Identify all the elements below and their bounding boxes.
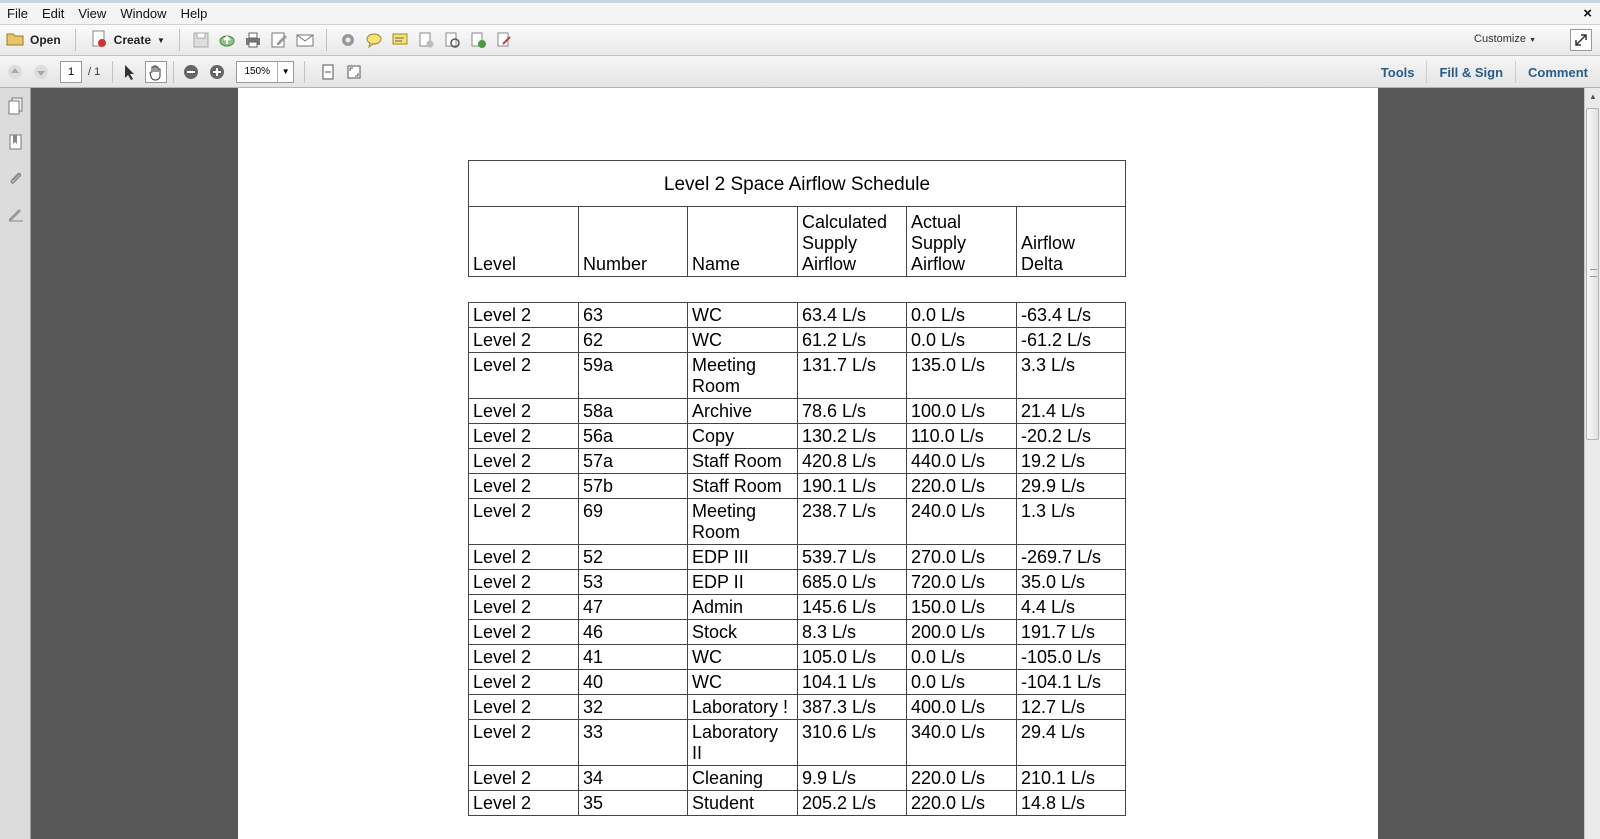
table-cell: Level 2: [469, 595, 579, 620]
table-cell: Admin: [688, 595, 798, 620]
next-page-icon[interactable]: [30, 61, 52, 83]
table-cell: 35.0 L/s: [1017, 570, 1126, 595]
table-cell: Level 2: [469, 645, 579, 670]
table-cell: 238.7 L/s: [798, 499, 907, 545]
table-cell: EDP III: [688, 545, 798, 570]
comment-link[interactable]: Comment: [1515, 61, 1600, 83]
table-cell: 3.3 L/s: [1017, 353, 1126, 399]
menu-edit[interactable]: Edit: [41, 6, 65, 21]
table-row: [469, 620, 1126, 645]
table-cell: 46: [579, 620, 688, 645]
table-row: [469, 791, 1126, 816]
table-cell: 105.0 L/s: [798, 645, 907, 670]
settings-gear-icon[interactable]: [337, 29, 359, 51]
table-cell: -63.4 L/s: [1017, 303, 1126, 328]
highlight-icon[interactable]: [389, 29, 411, 51]
table-cell: 52: [579, 545, 688, 570]
table-cell: 14.8 L/s: [1017, 791, 1126, 816]
page-thumbnails-icon[interactable]: [0, 88, 31, 124]
table-row: [469, 570, 1126, 595]
table-cell: 33: [579, 720, 688, 766]
chevron-down-icon: ▼: [157, 35, 165, 45]
page-number-input[interactable]: 1: [60, 61, 82, 83]
table-cell: 220.0 L/s: [907, 791, 1017, 816]
table-cell: 387.3 L/s: [798, 695, 907, 720]
document-viewport: [32, 88, 1584, 839]
table-cell: 200.0 L/s: [907, 620, 1017, 645]
table-cell: 270.0 L/s: [907, 545, 1017, 570]
table-cell: 59a: [579, 353, 688, 399]
table-cell: Level 2: [469, 353, 579, 399]
table-cell: 0.0 L/s: [907, 303, 1017, 328]
table-cell: EDP II: [688, 570, 798, 595]
table-cell: 685.0 L/s: [798, 570, 907, 595]
table-cell: 220.0 L/s: [907, 766, 1017, 791]
table-row: [469, 766, 1126, 791]
table-cell: Meeting Room: [688, 353, 798, 399]
table-cell: 131.7 L/s: [798, 353, 907, 399]
task-pane-links: [1369, 56, 1600, 88]
table-cell: -104.1 L/s: [1017, 670, 1126, 695]
select-tool-icon[interactable]: [119, 61, 141, 83]
table-cell: Level 2: [469, 620, 579, 645]
scrollbar-thumb[interactable]: [1586, 108, 1599, 440]
column-header: Level: [469, 207, 579, 277]
table-cell: 1.3 L/s: [1017, 499, 1126, 545]
table-cell: Level 2: [469, 449, 579, 474]
upload-cloud-icon[interactable]: [216, 29, 238, 51]
table-cell: 53: [579, 570, 688, 595]
table-cell: -61.2 L/s: [1017, 328, 1126, 353]
table-cell: Student: [688, 791, 798, 816]
create-pdf-icon: [90, 30, 108, 51]
schedule-title: Level 2 Space Airflow Schedule: [469, 161, 1126, 207]
table-cell: Laboratory !: [688, 695, 798, 720]
table-cell: 8.3 L/s: [798, 620, 907, 645]
column-header: Number: [579, 207, 688, 277]
fill-sign-link[interactable]: Fill & Sign: [1426, 61, 1515, 83]
table-cell: 32: [579, 695, 688, 720]
full-screen-icon[interactable]: [343, 61, 365, 83]
bookmarks-icon[interactable]: [0, 124, 31, 160]
table-cell: Level 2: [469, 474, 579, 499]
table-cell: 240.0 L/s: [907, 499, 1017, 545]
table-cell: 41: [579, 645, 688, 670]
table-cell: 220.0 L/s: [907, 474, 1017, 499]
save-icon[interactable]: [190, 29, 212, 51]
table-row: [469, 474, 1126, 499]
customize-label: Customize: [1474, 33, 1526, 45]
table-cell: Staff Room: [688, 474, 798, 499]
table-cell: 61.2 L/s: [798, 328, 907, 353]
zoom-value: 150%: [244, 66, 271, 77]
table-cell: 130.2 L/s: [798, 424, 907, 449]
table-cell: 0.0 L/s: [907, 328, 1017, 353]
table-cell: Laboratory II: [688, 720, 798, 766]
table-cell: Cleaning: [688, 766, 798, 791]
create-button[interactable]: [84, 28, 171, 52]
column-header: Name: [688, 207, 798, 277]
table-cell: 340.0 L/s: [907, 720, 1017, 766]
table-cell: 63: [579, 303, 688, 328]
table-cell: 29.4 L/s: [1017, 720, 1126, 766]
open-label: Open: [30, 33, 61, 47]
table-cell: 0.0 L/s: [907, 645, 1017, 670]
menu-bar: [0, 0, 1600, 24]
compare-icon[interactable]: [441, 29, 463, 51]
title-row: [469, 161, 1126, 207]
email-icon[interactable]: [294, 29, 316, 51]
table-cell: 62: [579, 328, 688, 353]
zoom-out-icon[interactable]: [180, 61, 202, 83]
spacer-row: [469, 277, 1126, 303]
table-row: [469, 545, 1126, 570]
table-cell: 191.7 L/s: [1017, 620, 1126, 645]
vertical-scrollbar[interactable]: [1584, 88, 1600, 839]
table-cell: Level 2: [469, 695, 579, 720]
tools-link[interactable]: Tools: [1380, 64, 1415, 80]
fit-page-icon[interactable]: [317, 61, 339, 83]
table-cell: 720.0 L/s: [907, 570, 1017, 595]
chevron-down-icon: ▼: [277, 62, 293, 82]
table-cell: 34: [579, 766, 688, 791]
navigation-toolbar: [0, 56, 1600, 88]
table-cell: 150.0 L/s: [907, 595, 1017, 620]
table-row: [469, 645, 1126, 670]
attachments-icon[interactable]: [0, 160, 31, 196]
table-cell: 205.2 L/s: [798, 791, 907, 816]
table-row: [469, 595, 1126, 620]
table-cell: Level 2: [469, 766, 579, 791]
table-cell: Level 2: [469, 720, 579, 766]
edit-document-icon[interactable]: [268, 29, 290, 51]
table-cell: 57b: [579, 474, 688, 499]
folder-icon: [6, 31, 24, 50]
table-cell: 539.7 L/s: [798, 545, 907, 570]
table-cell: 40: [579, 670, 688, 695]
table-cell: 440.0 L/s: [907, 449, 1017, 474]
customize-dropdown[interactable]: [1474, 33, 1536, 45]
table-row: [469, 424, 1126, 449]
zoom-in-icon[interactable]: [206, 61, 228, 83]
previous-page-icon[interactable]: [4, 61, 26, 83]
table-cell: 35: [579, 791, 688, 816]
comment-icon[interactable]: [363, 29, 385, 51]
close-document-icon[interactable]: ×: [1583, 5, 1592, 22]
table-cell: Copy: [688, 424, 798, 449]
table-cell: 47: [579, 595, 688, 620]
table-cell: Level 2: [469, 328, 579, 353]
pdf-page: [238, 88, 1378, 839]
table-cell: -20.2 L/s: [1017, 424, 1126, 449]
airflow-schedule: [468, 160, 1125, 816]
open-button[interactable]: [0, 28, 67, 52]
table-cell: Staff Room: [688, 449, 798, 474]
table-cell: 310.6 L/s: [798, 720, 907, 766]
table-row: [469, 303, 1126, 328]
table-cell: 4.4 L/s: [1017, 595, 1126, 620]
table-cell: Level 2: [469, 545, 579, 570]
table-cell: 145.6 L/s: [798, 595, 907, 620]
table-cell: 400.0 L/s: [907, 695, 1017, 720]
zoom-level-select[interactable]: [236, 61, 294, 83]
table-cell: 190.1 L/s: [798, 474, 907, 499]
table-cell: Level 2: [469, 570, 579, 595]
table-cell: 9.9 L/s: [798, 766, 907, 791]
scroll-up-icon[interactable]: ▲: [1589, 91, 1597, 101]
table-cell: -269.7 L/s: [1017, 545, 1126, 570]
table-cell: 78.6 L/s: [798, 399, 907, 424]
table-cell: 100.0 L/s: [907, 399, 1017, 424]
sign-icon[interactable]: [493, 29, 515, 51]
table-cell: WC: [688, 670, 798, 695]
table-cell: 58a: [579, 399, 688, 424]
table-row: [469, 353, 1126, 399]
table-cell: 56a: [579, 424, 688, 449]
table-cell: Level 2: [469, 399, 579, 424]
page-total: / 1: [88, 65, 101, 78]
table-cell: Meeting Room: [688, 499, 798, 545]
table-cell: WC: [688, 328, 798, 353]
table-cell: Level 2: [469, 670, 579, 695]
table-cell: WC: [688, 303, 798, 328]
table-cell: Level 2: [469, 791, 579, 816]
column-header: Airflow Delta: [1017, 207, 1126, 277]
table-row: [469, 399, 1126, 424]
navigation-pane: [0, 88, 31, 839]
table-cell: WC: [688, 645, 798, 670]
table-row: [469, 720, 1126, 766]
table-cell: 210.1 L/s: [1017, 766, 1126, 791]
export-icon[interactable]: [467, 29, 489, 51]
hand-tool-icon[interactable]: [145, 61, 167, 83]
table-cell: Level 2: [469, 303, 579, 328]
table-cell: 104.1 L/s: [798, 670, 907, 695]
table-cell: 110.0 L/s: [907, 424, 1017, 449]
table-cell: Stock: [688, 620, 798, 645]
menu-view[interactable]: View: [78, 6, 107, 21]
chevron-down-icon: ▼: [1529, 37, 1536, 44]
expand-icon[interactable]: [1570, 29, 1592, 51]
table-cell: Archive: [688, 399, 798, 424]
pages-icon[interactable]: [415, 29, 437, 51]
schedule-body: [469, 303, 1126, 816]
table-cell: 12.7 L/s: [1017, 695, 1126, 720]
column-header: Actual Supply Airflow: [907, 207, 1017, 277]
table-cell: 57a: [579, 449, 688, 474]
table-cell: 0.0 L/s: [907, 670, 1017, 695]
create-label: Create: [113, 33, 152, 47]
table-cell: -105.0 L/s: [1017, 645, 1126, 670]
table-cell: 420.8 L/s: [798, 449, 907, 474]
table-cell: Level 2: [469, 499, 579, 545]
print-icon[interactable]: [242, 29, 264, 51]
header-row: [469, 207, 1126, 277]
table-row: [469, 449, 1126, 474]
table-cell: 63.4 L/s: [798, 303, 907, 328]
signatures-icon[interactable]: [0, 196, 31, 232]
main-toolbar: [0, 24, 1600, 56]
table-row: [469, 695, 1126, 720]
table-row: [469, 499, 1126, 545]
table-cell: Level 2: [469, 424, 579, 449]
table-cell: 19.2 L/s: [1017, 449, 1126, 474]
menu-window[interactable]: Window: [120, 6, 167, 21]
table-row: [469, 670, 1126, 695]
table-cell: 29.9 L/s: [1017, 474, 1126, 499]
table-cell: 21.4 L/s: [1017, 399, 1126, 424]
column-header: Calculated Supply Airflow: [798, 207, 907, 277]
table-cell: 135.0 L/s: [907, 353, 1017, 399]
table-cell: 69: [579, 499, 688, 545]
menu-file[interactable]: File: [7, 6, 28, 21]
table-row: [469, 328, 1126, 353]
schedule-table: [468, 160, 1126, 816]
menu-help[interactable]: Help: [180, 6, 208, 21]
